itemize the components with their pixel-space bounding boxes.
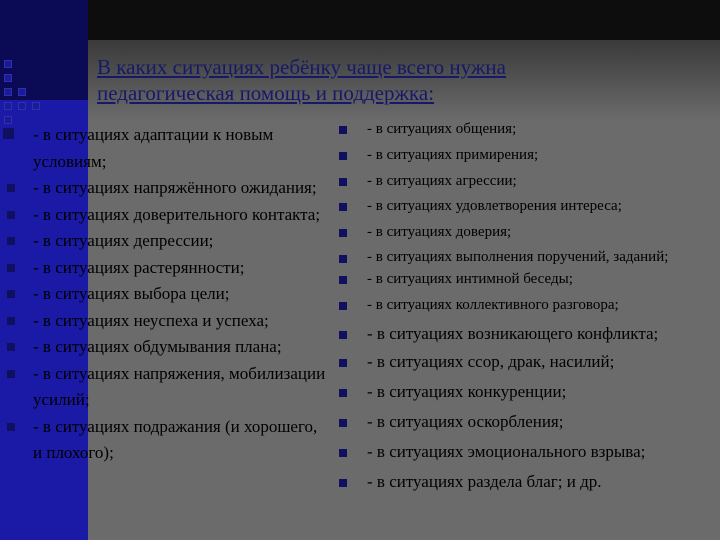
bullet-square-icon — [7, 264, 15, 272]
slide-title — [97, 54, 617, 106]
list-item-text: - в ситуациях коллективного разговора; — [367, 296, 619, 313]
list-item — [335, 246, 715, 267]
list-item — [335, 377, 715, 407]
list-item — [0, 202, 330, 229]
list-item — [0, 361, 330, 414]
list-item-text: - в ситуациях оскорбления; — [367, 411, 564, 431]
list-item — [335, 220, 715, 246]
bullet-square-icon — [7, 317, 15, 325]
bullet-square-icon — [7, 423, 15, 431]
list-item — [335, 143, 715, 169]
decorative-square — [18, 88, 26, 96]
list-item-text: - в ситуациях агрессии; — [367, 172, 517, 189]
list-item — [0, 175, 330, 202]
title-line: В каких ситуациях ребёнку чаще всего нужна — [97, 55, 506, 79]
bullet-square-icon — [7, 237, 15, 245]
bullet-square-icon — [339, 126, 347, 134]
bullet-square-icon — [339, 449, 347, 457]
right-column-list — [335, 117, 715, 497]
bullet-square-icon — [339, 276, 347, 284]
list-item — [0, 308, 330, 335]
list-item — [335, 267, 715, 293]
list-item — [335, 117, 715, 143]
list-item-text: - в ситуациях депрессии; — [33, 231, 214, 250]
list-item-text: - в ситуациях доверия; — [367, 224, 512, 241]
list-item-text: - в ситуациях конкуренции; — [367, 381, 567, 401]
bullet-square-icon — [339, 419, 347, 427]
list-item — [0, 228, 330, 255]
list-item-text: - в ситуациях растерянности; — [33, 257, 245, 277]
list-item-text: - в ситуациях обдумывания плана; — [33, 337, 282, 356]
list-item-text: - в ситуациях раздела благ; и др. — [367, 471, 602, 491]
list-item — [0, 334, 330, 361]
bullet-square-icon — [339, 331, 347, 339]
list-item-text: - в ситуациях эмоционального взрыва; — [367, 441, 646, 461]
bullet-square-icon — [339, 389, 347, 397]
decorative-square — [4, 88, 12, 96]
decorative-square — [18, 102, 26, 110]
decorative-square — [4, 102, 12, 110]
list-item-text: - в ситуациях напряжённого ожидания; — [33, 178, 317, 197]
list-item-text: - в ситуациях подражания (и хорошего, и плохого); — [33, 416, 318, 462]
bullet-square-icon — [339, 479, 347, 487]
bullet-square-icon — [7, 370, 15, 378]
bullet-square-icon — [7, 290, 15, 298]
list-item — [0, 414, 330, 467]
bullet-square-icon — [339, 203, 347, 211]
list-item — [335, 347, 715, 377]
list-item-text: - в ситуациях напряжения, мобилизации усилий; — [33, 363, 326, 409]
list-item-text: - в ситуациях адаптации к новым условиям; — [33, 125, 274, 171]
list-item-text: - в ситуациях доверительного контакта; — [33, 204, 321, 224]
list-item-text: - в ситуациях ссор, драк, насилий; — [367, 351, 615, 371]
left-band-top-block — [0, 0, 88, 100]
bullet-square-icon — [339, 302, 347, 310]
bullet-square-icon — [339, 178, 347, 186]
list-item — [335, 169, 715, 195]
list-item-text: - в ситуациях неуспеха и успеха; — [33, 310, 269, 330]
list-item-text: - в ситуациях общения; — [367, 121, 517, 137]
list-item — [335, 407, 715, 437]
decorative-square — [32, 102, 40, 110]
title-line: педагогическая помощь и поддержка: — [97, 81, 435, 105]
top-dark-band — [88, 0, 720, 40]
left-column-list — [0, 122, 330, 467]
bullet-square-icon — [3, 128, 14, 139]
list-item — [335, 467, 715, 497]
list-item — [0, 255, 330, 282]
list-item-text: - в ситуациях выбора цели; — [33, 284, 230, 303]
list-item-text: - в ситуациях интимной беседы; — [367, 270, 573, 287]
bullet-square-icon — [339, 152, 347, 160]
bullet-square-icon — [7, 211, 15, 219]
list-item-text: - в ситуациях выполнения поручений, заданий; — [367, 248, 669, 265]
list-item-text: - в ситуациях примирения; — [367, 146, 539, 163]
list-item — [0, 122, 330, 175]
list-item — [0, 281, 330, 308]
list-item-text: - в ситуациях возникающего конфликта; — [367, 323, 659, 343]
bullet-square-icon — [339, 229, 347, 237]
bullet-square-icon — [339, 255, 347, 263]
decorative-square — [4, 74, 12, 82]
list-item-text: - в ситуациях удовлетворения интереса; — [367, 198, 622, 215]
list-item — [335, 319, 715, 347]
decorative-square — [4, 60, 12, 68]
list-item — [335, 194, 715, 220]
bullet-square-icon — [7, 184, 15, 192]
list-item — [335, 293, 715, 319]
list-item — [335, 437, 715, 467]
bullet-square-icon — [339, 359, 347, 367]
bullet-square-icon — [7, 343, 15, 351]
